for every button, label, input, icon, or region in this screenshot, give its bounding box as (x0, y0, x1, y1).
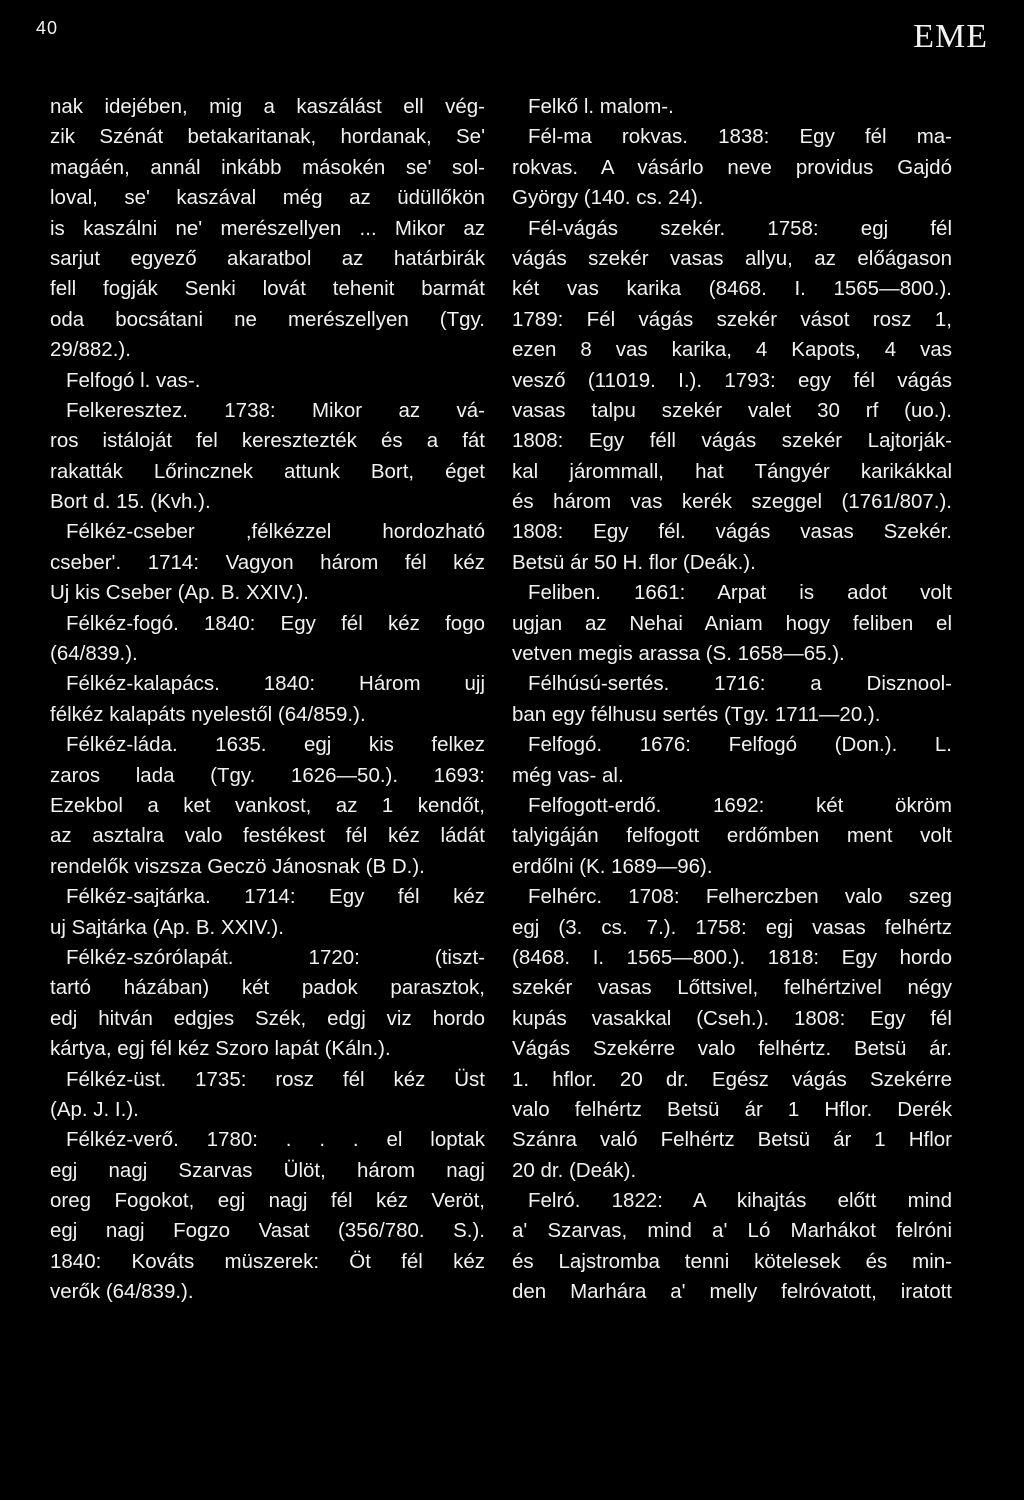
text-line: verők (64/839.). (50, 1280, 194, 1304)
text-line: Uj kis Cseber (Ap. B. XXIV.). (50, 581, 309, 605)
text-line: vágás szekér vasas allyu, az előágason (512, 246, 952, 270)
page-number: 40 (36, 18, 59, 38)
text-line: félkéz kalapáts nyelestől (64/859.). (50, 702, 366, 726)
text-line: Félkéz-szórólapát. 1720: (tiszt- (66, 945, 485, 969)
text-line: szekér vasas Lőttsivel, felhértzivel négy (512, 976, 952, 1000)
text-line: cseber'. 1714: Vagyon három fél kéz (50, 550, 485, 574)
text-line: zaros lada (Tgy. 1626—50.). 1693: (50, 763, 485, 787)
text-line: Felhérc. 1708: Felherczben valo szeg (528, 885, 952, 909)
text-line: Fél-ma rokvas. 1838: Egy fél ma- (528, 125, 952, 149)
running-head: EME (913, 18, 988, 55)
text-line: Felró. 1822: A kihajtás előtt mind (528, 1189, 952, 1213)
text-line: Felfogó. 1676: Felfogó (Don.). L. (528, 733, 952, 757)
text-line: vesző (11019. I.). 1793: egy fél vágás (512, 368, 952, 392)
text-line: ugjan az Nehai Aniam hogy feliben el (512, 611, 952, 635)
text-line: 20 dr. (Deák). (512, 1158, 637, 1182)
text-line: Félhúsú-sertés. 1716: a Disznool- (528, 672, 952, 696)
text-line: Felfogott-erdő. 1692: két ökröm (528, 793, 952, 817)
text-line: 1789: Fél vágás szekér vásot rosz 1, (512, 307, 952, 331)
text-line: uj Sajtárka (Ap. B. XXIV.). (50, 915, 284, 939)
text-line: oreg Fogokot, egj nagj fél kéz Veröt, (50, 1189, 485, 1213)
text-line: egj (3. cs. 7.). 1758: egj vasas felhértz (512, 915, 952, 939)
page-header (0, 0, 1024, 90)
text-line: is kaszálni ne' merészellyen ... Mikor az (50, 216, 485, 240)
text-line: rokvas. A vásárlo neve providus Gajdó (512, 155, 952, 179)
text-line: (Ap. J. I.). (50, 1097, 139, 1121)
text-line: Félkéz-cseber ,félkézzel hordozható (66, 520, 485, 544)
right-column (512, 92, 952, 1308)
text-line: (8468. I. 1565—800.). 1818: Egy hordo (512, 945, 952, 969)
text-line: az asztalra valo festékest fél kéz ládát (50, 824, 485, 848)
text-line: (64/839.). (50, 642, 138, 666)
text-line: Felfogó l. vas-. (66, 368, 201, 392)
text-line: két vas karika (8468. I. 1565—800.). (512, 277, 952, 301)
text-line: még vas- al. (512, 763, 624, 787)
text-line: rendelők viszsza Geczö Jánosnak (B D.). (50, 854, 425, 878)
text-line: Szánra való Felhértz Betsü ár 1 Hflor (512, 1128, 952, 1152)
text-line: és Lajstromba tenni kötelesek és min- (512, 1249, 952, 1273)
text-line: nak idejében, mig a kaszálást ell vég- (50, 95, 485, 118)
text-line: 29/882.). (50, 338, 131, 362)
text-line: ban egy félhusu sertés (Tgy. 1711—20.). (512, 702, 881, 726)
text-line: 1808: Egy fél. vágás vasas Szekér. (512, 520, 952, 544)
text-line: 1840: Kováts müszerek: Öt fél kéz (50, 1249, 485, 1273)
text-line: den Marhára a' melly felróvatott, iratott (512, 1280, 952, 1304)
text-line: Félkéz-fogó. 1840: Egy fél kéz fogo (66, 611, 485, 635)
text-line: Félkéz-üst. 1735: rosz fél kéz Üst (66, 1067, 485, 1091)
text-line: vetven megis arassa (S. 1658—65.). (512, 642, 845, 666)
text-line: vasas talpu szekér valet 30 rf (uo.). (512, 398, 952, 422)
text-line: egj nagj Szarvas Ülöt, három nagj (50, 1158, 485, 1182)
text-line: Ezekbol a ket vankost, az 1 kendőt, (50, 793, 485, 817)
text-line: edj hitván edgjes Szék, edgj viz hordo (50, 1006, 485, 1030)
text-line: talyigáján felfogott erdőmben ment volt (512, 824, 952, 848)
text-line: valo felhértz Betsü ár 1 Hflor. Derék (512, 1097, 952, 1121)
text-line: tartó házában) két padok parasztok, (50, 976, 485, 1000)
text-line: Félkéz-verő. 1780: . . . el loptak (66, 1128, 485, 1152)
text-line: Felkő l. malom-. (528, 95, 674, 118)
text-line: Félkéz-kalapács. 1840: Három ujj (66, 672, 485, 696)
text-line: kártya, egj fél kéz Szoro lapát (Káln.). (50, 1037, 391, 1061)
left-column (50, 92, 485, 1308)
text-line: Félkéz-sajtárka. 1714: Egy fél kéz (66, 885, 485, 909)
text-line: Vágás Szekérre valo felhértz. Betsü ár. (512, 1037, 952, 1061)
text-line: a' Szarvas, mind a' Ló Marhákot felróni (512, 1219, 952, 1243)
text-line: Betsü ár 50 H. flor (Deák.). (512, 550, 756, 574)
text-line: egj nagj Fogzo Vasat (356/780. S.). (50, 1219, 485, 1243)
text-line: 1. hflor. 20 dr. Egész vágás Szekérre (512, 1067, 952, 1091)
text-line: zik Szénát betakaritanak, hordanak, Se' (50, 125, 485, 149)
text-line: kal járommall, hat Tángyér karikákkal (512, 459, 952, 483)
text-line: és három vas kerék szeggel (1761/807.). (512, 490, 952, 514)
text-line: oda bocsátani ne merészellyen (Tgy. (50, 307, 485, 331)
text-line: Fél-vágás szekér. 1758: egj fél (528, 216, 952, 240)
text-line: Bort d. 15. (Kvh.). (50, 490, 211, 514)
text-line: erdőlni (K. 1689—96). (512, 854, 713, 878)
text-line: ros istáloját fel keresztezték és a fát (50, 429, 485, 453)
text-line: kupás vasakkal (Cseh.). 1808: Egy fél (512, 1006, 952, 1030)
text-line: György (140. cs. 24). (512, 186, 704, 210)
text-line: sarjut egyező akaratbol az határbirák (50, 246, 485, 270)
text-line: loval, se' kaszával még az üdüllőkön (50, 186, 485, 210)
text-line: magáén, annál inkább másokén se' sol- (50, 155, 485, 179)
text-line: rakatták Lőrincznek attunk Bort, éget (50, 459, 485, 483)
text-line: fell fogják Senki lovát tehenit barmát (50, 277, 485, 301)
text-line: Felkeresztez. 1738: Mikor az vá- (66, 398, 485, 422)
text-line: 1808: Egy féll vágás szekér Lajtorják- (512, 429, 952, 453)
text-line: Félkéz-láda. 1635. egj kis felkez (66, 733, 485, 757)
text-line: ezen 8 vas karika, 4 Kapots, 4 vas (512, 338, 952, 362)
text-line: Feliben. 1661: Arpat is adot volt (528, 581, 952, 605)
